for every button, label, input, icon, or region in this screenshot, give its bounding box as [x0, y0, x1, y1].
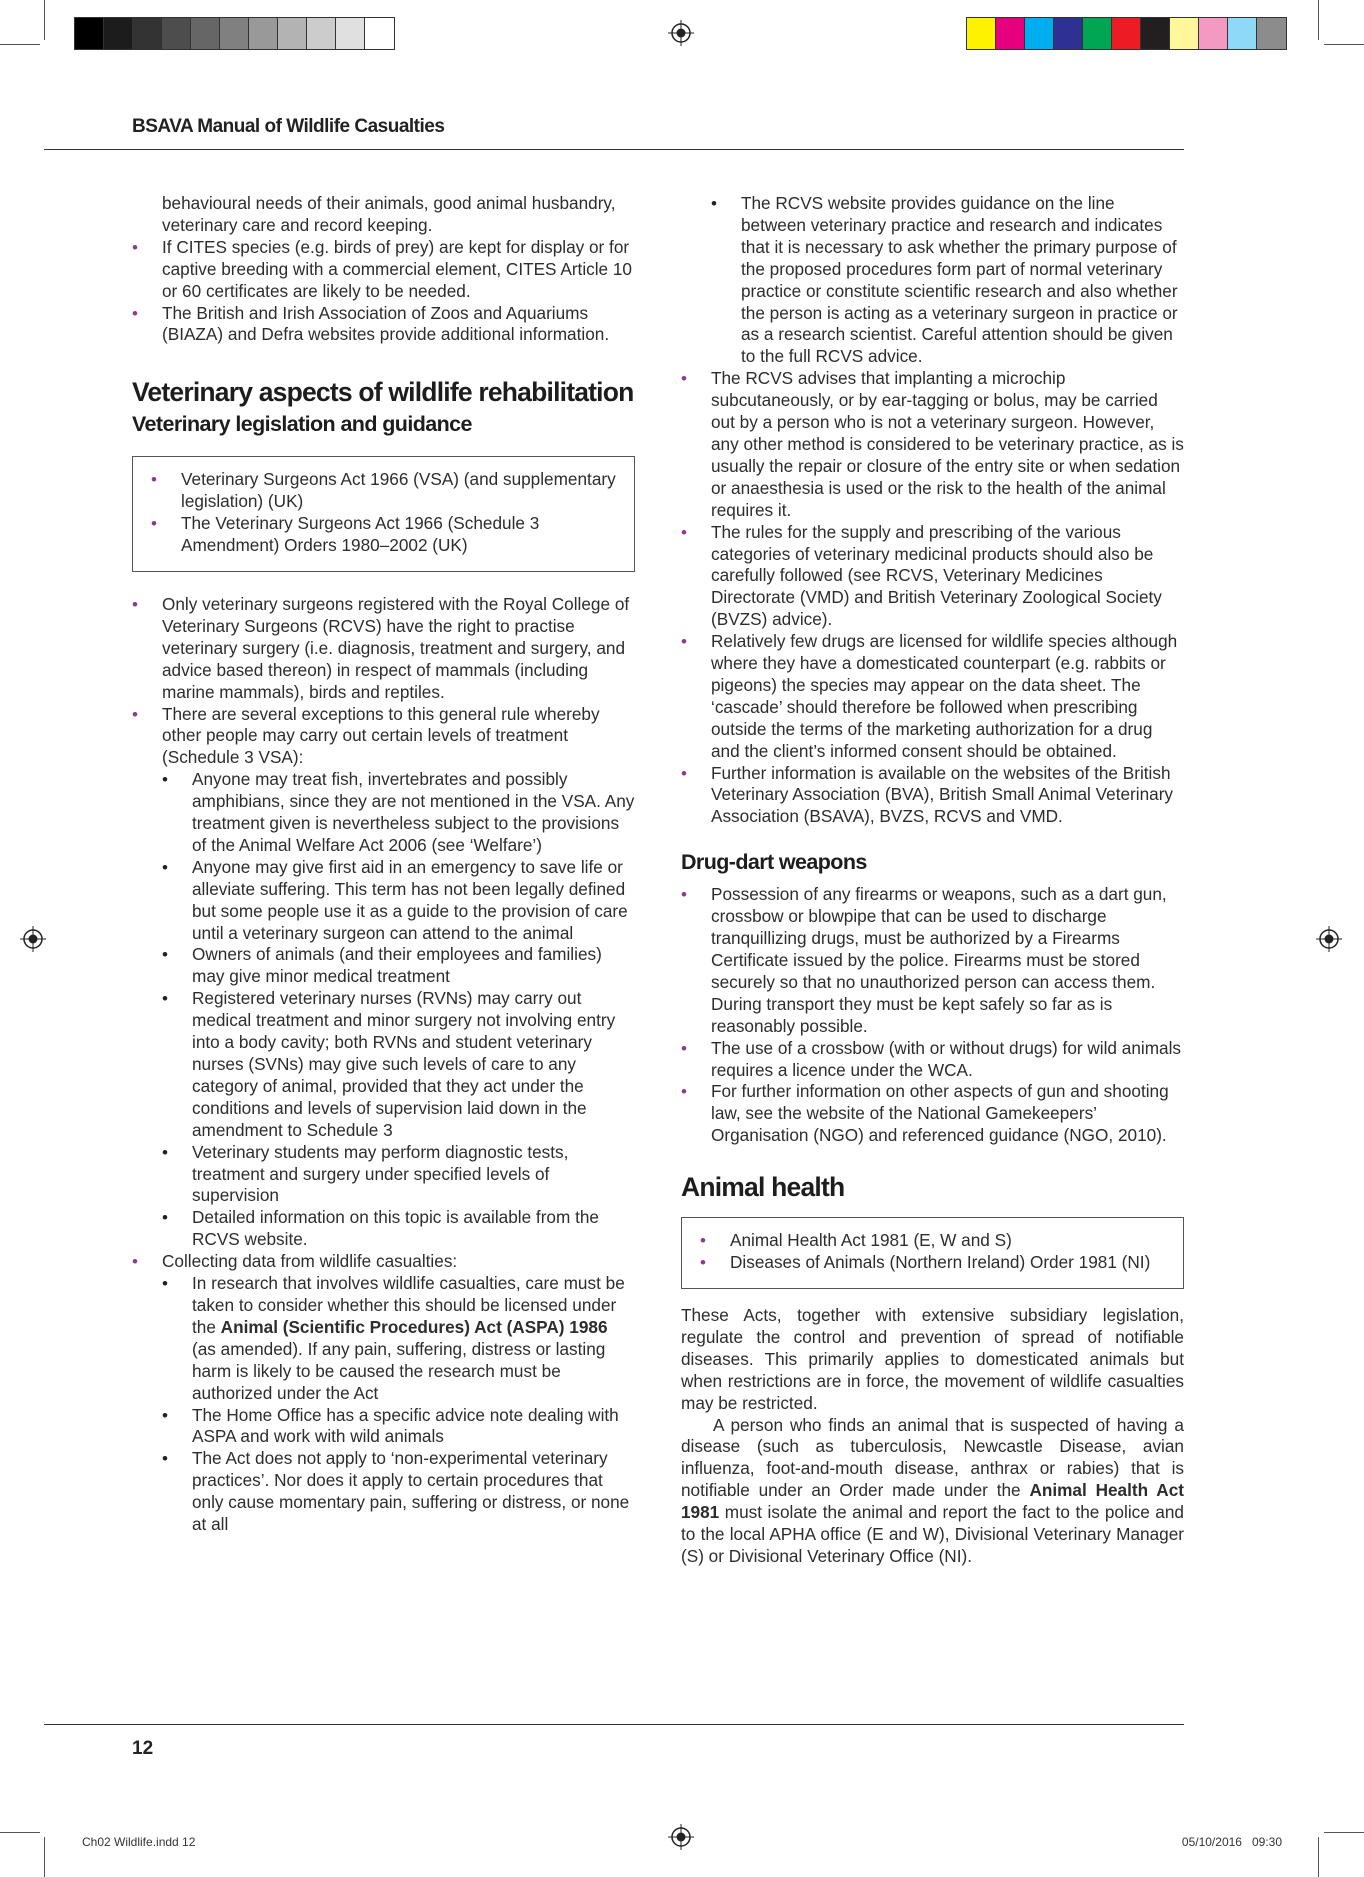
process-color-bar	[966, 17, 1287, 50]
list-item: • Animal Health Act 1981 (E, W and S)	[700, 1230, 1165, 1252]
list-item: • The Veterinary Surgeons Act 1966 (Schedule 3 Amendment) Orders 1980–2002 (UK)	[151, 513, 616, 557]
list-item: • Anyone may treat fish, invertebrates and possibly amphibians, since they are not mentioned in the VSA. Any treatment given is nevertheless subject to the provisions of the Animal Welfare Act 2006 (see ‘Welfare’)	[162, 769, 635, 857]
color-swatch	[1199, 18, 1228, 49]
aspa-act-name: Animal (Scientific Procedures) Act (ASPA) 1986	[220, 1316, 608, 1337]
list-item	[132, 704, 635, 1252]
list-item: • Only veterinary surgeons registered with the Royal College of Veterinary Surgeons (RCVS) have the right to practise veterinary surgery (i.e. diagnosis, treatment and surgery, and advice based thereon) in respect of mammals (including marine mammals), birds and reptiles.	[132, 594, 635, 704]
registration-mark-icon	[668, 20, 694, 46]
list-item: • Veterinary Surgeons Act 1966 (VSA) (and supplementary legislation) (UK)	[151, 469, 616, 513]
health-paragraph-2	[681, 1415, 1184, 1568]
list-item: • The British and Irish Association of Zoos and Aquariums (BIAZA) and Defra websites provide additional information.	[132, 303, 635, 347]
page-number: 12	[132, 1738, 154, 1759]
registration-mark-icon	[668, 1824, 694, 1850]
crop-mark	[0, 44, 40, 45]
crop-mark	[1324, 44, 1364, 45]
list-item: • The Act does not apply to ‘non-experimental veterinary practices’. Nor does it apply to certain procedures that only cause momentary pain, suffering or distress, or none at all	[162, 1448, 635, 1536]
color-swatch	[249, 18, 278, 49]
header-rule	[44, 149, 1184, 150]
color-swatch	[133, 18, 162, 49]
color-swatch	[278, 18, 307, 49]
list-item: • Veterinary students may perform diagnostic tests, treatment and surgery under specified levels of supervision	[162, 1142, 635, 1208]
list-item: • The RCVS advises that implanting a microchip subcutaneously, or by ear-tagging or bolus, may be carried out by a person who is not a veterinary surgeon. However, any other method is considered to be veterinary practice, as is usually the repair or closure of the entry site or when sedation or anaesthesia is used or the risk to the health of the animal requires it.	[681, 368, 1184, 521]
list-item: • The rules for the supply and prescribing of the various categories of veterinary medicinal products should also be carefully followed (see RCVS, Veterinary Medicines Directorate (VMD) and British Veterinary Zoological Society (BVZS) advice).	[681, 522, 1184, 632]
color-swatch	[1112, 18, 1141, 49]
animal-health-box	[681, 1217, 1184, 1289]
slug-date: 05/10/2016 09:30	[1181, 1835, 1282, 1849]
color-swatch	[104, 18, 133, 49]
list-item: • The use of a crossbow (with or without drugs) for wild animals requires a licence under the WCA.	[681, 1038, 1184, 1082]
color-swatch	[1170, 18, 1199, 49]
left-column	[132, 193, 635, 1536]
crop-mark	[44, 1837, 45, 1877]
list-item: • Detailed information on this topic is available from the RCVS website.	[162, 1207, 635, 1251]
color-swatch	[967, 18, 996, 49]
crop-mark	[0, 1832, 40, 1833]
section-heading: Veterinary aspects of wildlife rehabilitation	[132, 377, 634, 408]
color-swatch	[1025, 18, 1054, 49]
list-item: • For further information on other aspects of gun and shooting law, see the website of the National Gamekeepers’ Organisation (NGO) and referenced guidance (NGO, 2010).	[681, 1081, 1184, 1147]
color-swatch	[75, 18, 104, 49]
rcvs-sub-list	[681, 193, 1184, 368]
legislation-list	[151, 469, 616, 557]
list-item-text: There are several exceptions to this general rule whereby other people may carry out certain levels of treatment (Schedule 3 VSA):	[162, 703, 600, 768]
footer-rule	[44, 1724, 1184, 1725]
slug-filename: Ch02 Wildlife.indd 12	[82, 1835, 196, 1849]
drug-dart-list	[681, 884, 1184, 1147]
text-span: In research that involves wildlife casualties, care must be taken to consider whether this should be licensed under the	[192, 1273, 625, 1337]
color-swatch	[307, 18, 336, 49]
crop-mark	[1324, 1832, 1364, 1833]
color-swatch	[996, 18, 1025, 49]
crop-mark	[1318, 0, 1319, 40]
color-swatch	[1054, 18, 1083, 49]
intro-continuation: behavioural needs of their animals, good animal husbandry, veterinary care and record keeping.	[162, 193, 616, 235]
list-item: • Further information is available on the websites of the British Veterinary Association (BVA), British Small Animal Veterinary Association (BSAVA), BVZS, RCVS and VMD.	[681, 763, 1184, 829]
crop-mark	[44, 0, 45, 40]
registration-mark-icon	[1316, 926, 1342, 952]
color-swatch	[1228, 18, 1257, 49]
list-item: • Registered veterinary nurses (RVNs) may carry out medical treatment and minor surgery not involving entry into a body cavity; both RVNs and student veterinary nurses (SVNs) may give such levels of care to any category of animal, provided that they act under the conditions and levels of supervision laid down in the amendment to Schedule 3	[162, 988, 635, 1141]
list-item: • If CITES species (e.g. birds of prey) are kept for display or for captive breeding with a commercial element, CITES Article 10 or 60 certificates are likely to be needed.	[132, 237, 635, 303]
intro-bullet-list	[132, 237, 635, 347]
color-swatch	[1141, 18, 1170, 49]
animal-health-list	[700, 1230, 1165, 1274]
list-item: • Relatively few drugs are licensed for wildlife species although where they have a domesticated counterpart (e.g. rabbits or pigeons) the species may appear on the data sheet. The ‘cascade’ should therefore be followed when prescribing outside the terms of the marketing authorization for a drug and the client’s informed consent should be obtained.	[681, 631, 1184, 762]
text-span: A person who finds an animal that is suspected of having a disease (such as tuberculosis, Newcastle Disease, avian influenza, foot-and-mouth disease, anthrax or rabies) that is notifiable under an Order made under the	[681, 1414, 1184, 1501]
vsa-bullet-list	[132, 594, 635, 1536]
color-swatch	[336, 18, 365, 49]
list-item: • Possession of any firearms or weapons, such as a dart gun, crossbow or blowpipe that can be used to discharge tranquillizing drugs, must be authorized by a Firearms Certificate issued by the police. Firearms must be stored securely so that no unauthorized person can access them. During transport they must be kept safely so far as is reasonably possible.	[681, 884, 1184, 1037]
registration-mark-icon	[20, 926, 46, 952]
research-list	[162, 1273, 635, 1536]
text-span: (as amended). If any pain, suffering, distress or lasting harm is likely to be caused the research must be authorized under the Act	[192, 1338, 606, 1403]
health-paragraph-1: These Acts, together with extensive subsidiary legislation, regulate the control and prevention of spread of notifiable diseases. This primarily applies to domesticated animals but when restrictions are in force, the movement of wildlife casualties may be restricted.	[681, 1304, 1184, 1413]
color-swatch	[191, 18, 220, 49]
list-item	[162, 1273, 635, 1404]
list-item: • Owners of animals (and their employees and families) may give minor medical treatment	[162, 944, 635, 988]
right-column	[681, 193, 1184, 1568]
color-swatch	[220, 18, 249, 49]
greyscale-color-bar	[74, 17, 395, 50]
list-item	[132, 1251, 635, 1536]
subheading: Veterinary legislation and guidance	[132, 412, 472, 437]
list-item: • The Home Office has a specific advice note dealing with ASPA and work with wild animals	[162, 1405, 635, 1449]
drug-dart-heading: Drug-dart weapons	[681, 850, 867, 875]
crop-mark	[1318, 1837, 1319, 1877]
animal-health-act-name: Animal Health Act 1981	[681, 1480, 1184, 1523]
animal-health-heading: Animal health	[681, 1172, 845, 1203]
text-span: must isolate the animal and report the fact to the police and to the local APHA office (E and W), Divisional Veterinary Manager (S) or Divisional Veterinary Office (NI).	[681, 1502, 1184, 1566]
list-item: • Diseases of Animals (Northern Ireland) Order 1981 (NI)	[700, 1252, 1165, 1274]
color-swatch	[1257, 18, 1286, 49]
right-bullet-list	[681, 368, 1184, 828]
exceptions-list	[162, 769, 635, 1251]
color-swatch	[1083, 18, 1112, 49]
color-swatch	[162, 18, 191, 49]
running-head: BSAVA Manual of Wildlife Casualties	[132, 116, 445, 137]
list-item: • The RCVS website provides guidance on the line between veterinary practice and research and indicates that it is necessary to ask whether the primary purpose of the proposed procedures form part of normal veterinary practice or constitute scientific research and also whether the person is acting as a veterinary surgeon in practice or as a research scientist. Careful attention should be given to the full RCVS advice.	[711, 193, 1184, 368]
legislation-box	[132, 456, 635, 572]
list-item: • Anyone may give first aid in an emergency to save life or alleviate suffering. This term has not been legally defined but some people use it as a guide to the provision of care until a veterinary surgeon can attend to the animal	[162, 857, 635, 945]
color-swatch	[365, 18, 394, 49]
list-item-text: Collecting data from wildlife casualties:	[162, 1251, 458, 1272]
